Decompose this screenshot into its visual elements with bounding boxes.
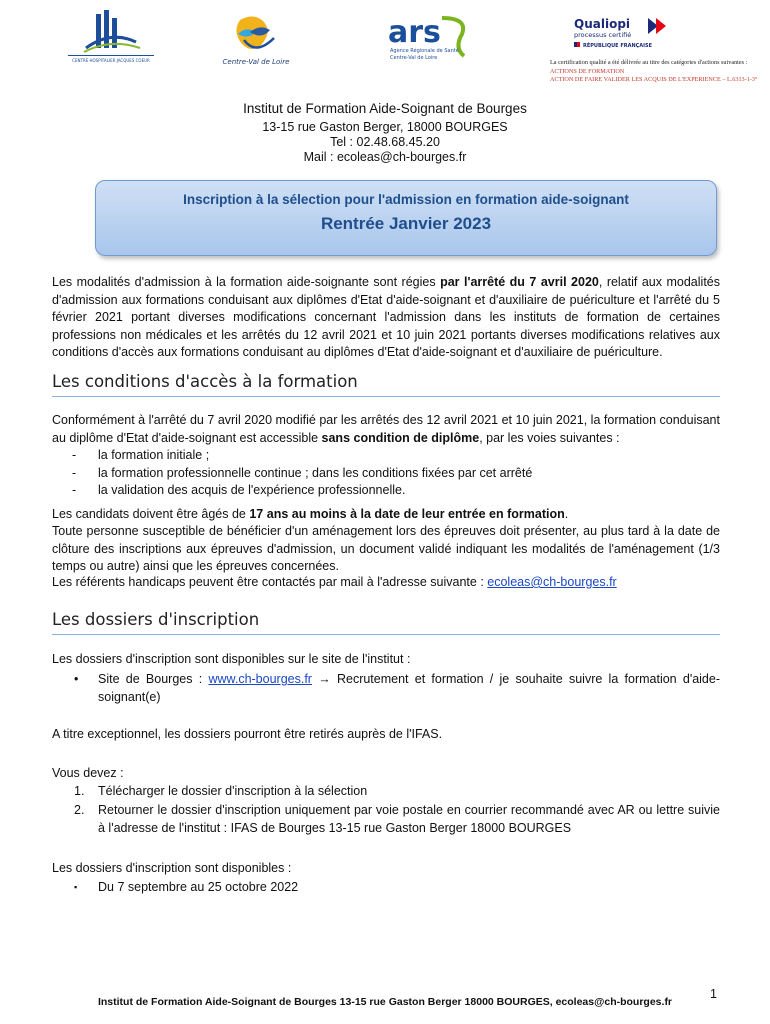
step-item [74, 802, 720, 838]
certification-line-2: ACTION DE FAIRE VALIDER LES ACQUIS DE L'EXPERIENCE – L.6313-1-3° [550, 76, 758, 83]
date-range-text: Du 7 septembre au 25 octobre 2022 [98, 880, 299, 894]
svg-text:processus certifié: processus certifié [574, 31, 632, 39]
intro-text-a: Les modalités d'admission à la formation aide-soignante sont régies [52, 275, 441, 289]
square-bullet-icon: ▪ [74, 882, 78, 892]
vous-devez: Vous devez : [52, 766, 124, 780]
accommodation-paragraph: Toute personne susceptible de bénéficier d'un aménagement lors des épreuves doit présenter, au plus tard à la date de clôture des inscriptions aux épreuves d'admission, un document validé indiquant les modalités de l'aménagement (1/3 temps ou autre) ainsi que les épreuves concernées. [52, 524, 720, 574]
list-item [72, 447, 532, 465]
website-text-a: Site de Bourges : [98, 672, 209, 686]
region-logo [218, 10, 294, 68]
section-heading-dossiers: Les dossiers d'inscription [52, 610, 720, 635]
qualiopi-logo [572, 14, 682, 54]
hospital-logo-icon [66, 8, 156, 64]
conditions-list [72, 447, 532, 500]
title-line-1: Inscription à la sélection pour l'admission en formation aide-soignant [183, 192, 629, 207]
svg-text:Qualiopi: Qualiopi [574, 17, 631, 31]
list-marker: - [72, 448, 77, 462]
list-item-text: la validation des acquis de l'expérience professionnelle. [98, 483, 406, 498]
svg-text:RÉPUBLIQUE FRANÇAISE: RÉPUBLIQUE FRANÇAISE [583, 43, 653, 49]
website-list-text [98, 671, 720, 706]
page-footer: Institut de Formation Aide-Soignant de Bourges 13-15 rue Gaston Berger 18000 BOURGES, ecoleas@ch-bourges.fr [97, 996, 673, 1008]
handicap-text: Les référents handicaps peuvent être contactés par mail à l'adresse suivante : [52, 575, 488, 589]
certification-note [550, 59, 765, 85]
institute-phone: Tel : 02.48.68.45.20 [330, 135, 440, 149]
age-text-a: Les candidats doivent être âgés de [52, 507, 250, 521]
intro-text-b: , relatif aux modalités d'admission aux formations conduisant aux diplômes d'Etat d'aide-soignant et d'auxiliaire de puériculture et l'arrêté du 5 février 2021 portant diverses modifications concernant l'admission dans les instituts de formation de certaines professions non médicales et les arrêtés du 12 avril 2021 et 10 juin 2021 portants diverses modifications relatives aux conditions d'accès aux formations conduisant au diplômes d'Etat d'aide-soignant et d'auxiliaire de puériculture. [52, 275, 720, 360]
step-number: 1. [74, 784, 85, 798]
hospital-logo [66, 8, 156, 64]
qualiopi-logo-icon [572, 14, 682, 54]
handicap-email-link[interactable]: ecoleas@ch-bourges.fr [487, 575, 617, 589]
svg-text:CENTRE HOSPITALIER JACQUES COE: CENTRE HOSPITALIER JACQUES COEUR [72, 58, 150, 63]
list-item [72, 465, 532, 483]
page-number: 1 [710, 987, 717, 1001]
step-number: 2. [74, 803, 85, 817]
intro-text-bold: par l'arrêté du 7 avril 2020 [440, 275, 599, 289]
svg-text:ars: ars [388, 15, 441, 50]
svg-text:Centre-Val de Loire: Centre-Val de Loire [390, 55, 438, 61]
conditions-text-b: , par les voies suivantes : [479, 430, 620, 445]
handicap-contact [52, 574, 720, 592]
list-item [72, 482, 532, 500]
institute-address: 13-15 rue Gaston Berger, 18000 BOURGES [262, 120, 508, 134]
arrow-right-icon: → [318, 672, 331, 686]
website-text-b: Recrutement et formation / je souhaite suivre la formation d'aide-soignant(e) [98, 672, 720, 704]
certification-intro: La certification qualité a été délivrée au titre des catégories d'actions suivantes : [550, 59, 748, 66]
list-marker: • [74, 672, 79, 686]
website-link[interactable]: www.ch-bourges.fr [208, 672, 312, 686]
age-text-bold: 17 ans au moins à la date de leur entrée en formation [249, 507, 565, 521]
dossiers-availability: Les dossiers d'inscription sont disponibles sur le site de l'institut : [52, 652, 411, 666]
step-item [74, 783, 720, 801]
certification-line-1: ACTIONS DE FORMATION [550, 67, 625, 75]
conditions-paragraph [52, 412, 720, 447]
list-marker: - [72, 483, 77, 498]
age-requirement [52, 506, 720, 524]
exceptional-note: A titre exceptionnel, les dossiers pourront être retirés auprès de l'IFAS. [52, 727, 443, 741]
ars-logo-icon [384, 12, 476, 64]
ars-logo [384, 12, 476, 64]
website-list-item [74, 671, 720, 707]
region-logo-icon [218, 10, 294, 68]
svg-text:Agence Régionale de Santé: Agence Régionale de Santé [390, 48, 459, 54]
institute-name: Institut de Formation Aide-Soignant de Bourges [243, 101, 527, 116]
date-list-item [74, 879, 720, 897]
title-line-2: Rentrée Janvier 2023 [320, 214, 492, 233]
list-marker: - [72, 465, 77, 480]
conditions-text-a: Conformément à l'arrêté du 7 avril 2020 modifié par les arrêtés des 12 avril 2021 et 10 juin 2021, la formation conduisant au diplôme d'Etat d'aide-soignant est accessible [52, 413, 720, 445]
conditions-text-bold: sans condition de diplôme [321, 430, 480, 445]
institute-email: Mail : ecoleas@ch-bourges.fr [303, 150, 467, 164]
intro-paragraph [52, 274, 720, 362]
svg-text:Centre-Val de Loire: Centre-Val de Loire [222, 58, 290, 66]
age-text-b: . [564, 507, 569, 521]
step-text: Retourner le dossier d'inscription uniquement par voie postale en courrier recommandé avec AR ou lettre suivie à l'adresse de l'institut : IFAS de Bourges 13-15 rue Gaston Berger 18000 BOURGES [98, 803, 720, 835]
step-text: Télécharger le dossier d'inscription à la sélection [98, 784, 368, 798]
list-item-text: la formation professionnelle continue ; dans les conditions fixées par cet arrêté [98, 465, 533, 480]
dates-intro: Les dossiers d'inscription sont disponibles : [52, 861, 292, 875]
list-item-text: la formation initiale ; [98, 448, 210, 462]
section-heading-conditions: Les conditions d'accès à la formation [52, 372, 720, 397]
title-banner [95, 180, 717, 256]
